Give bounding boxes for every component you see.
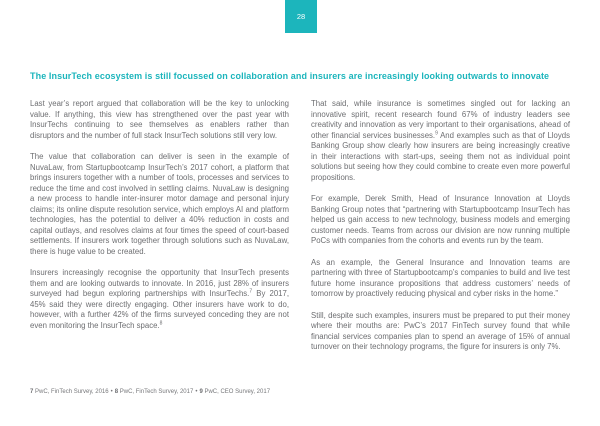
left-column	[30, 99, 289, 364]
footnote-ref-7: 7	[249, 288, 253, 295]
paragraph: The value that collaboration can deliver is seen in the example of NuvaLaw, from Startupbootcamp InsurTech’s 2017 cohort, a platform that brings insurers together with a number of tools, processes and services to reduce the time and cost involved in settling claims. NuvaLaw is designing a new process to handle inter-insurer motor damage and personal injury claims; its online dispute resolution service, which employs AI and platform technologies, has the potential to deliver a 40% reduction in costs and capital outlays, and resolves claims at four times the speed of court-based settlements. If insurers work together through solutions such as NuvaLaw, there is huge value to be created.	[30, 152, 289, 256]
right-column	[311, 99, 570, 364]
paragraph-text: By 2017, 45% said they were directly engaging. Other insurers have work to do, however, with a further 42% of the firms surveyed conceding they are not even monitoring the InsurTech space.	[30, 289, 289, 330]
footnote-separator: •	[195, 389, 198, 395]
paragraph	[311, 99, 570, 183]
footnote-number: 8	[114, 389, 119, 395]
footnote-text: PwC, CEO Survey, 2017	[204, 389, 271, 395]
footnote-number: 9	[199, 389, 203, 395]
paragraph: For example, Derek Smith, Head of Insurance Innovation at Lloyds Banking Group notes that “partnering with Startupbootcamp InsurTech has helped us gain access to new technology, business models and emerging customer needs. Teams from across our division are now running multiple PoCs with companies from the cohorts and events run by the team.	[311, 194, 570, 245]
page-number-box	[285, 0, 317, 33]
footnote-separator: •	[110, 389, 113, 395]
section-heading: The InsurTech ecosystem is still focussed on collaboration and insurers are increasingly looking outwards to innovate	[30, 71, 550, 81]
paragraph-text: Insurers increasingly recognise the opportunity that InsurTech presents them and are looking outwards to innovate. In 2016, just 28% of insurers surveyed had begun exploring partnerships with InsurTechs.	[30, 268, 289, 298]
paragraph: Last year’s report argued that collaboration will be the key to unlocking value. If anything, this view has strengthened over the past year with InsurTechs continuing to see themselves as enablers rather than disruptors and the number of full stack InsurTech solutions still very low.	[30, 99, 289, 140]
footnote-text: PwC, FinTech Survey, 2017	[119, 389, 194, 395]
paragraph: As an example, the General Insurance and Innovation teams are partnering with three of Startupbootcamp’s companies to build and live test future home insurance propositions that address customers’ needs of tomorrow by proactively reducing physical and cyber risks in the home.”	[311, 257, 570, 298]
footnote	[30, 388, 570, 396]
paragraph	[30, 268, 289, 331]
footnote-number: 7	[30, 389, 34, 395]
page-number: 28	[296, 12, 306, 21]
footnote-ref-8: 8	[159, 319, 163, 326]
footnote-ref-9: 9	[435, 129, 438, 136]
body-columns	[30, 99, 570, 364]
paragraph-text: And examples such as that of Lloyds Banking Group show clearly how insurers are being increasingly creative in their interactions with start-ups, seeing them not as individual point solutions but seeing how they could combine to create even more powerful propositions.	[311, 130, 570, 182]
paragraph: Still, despite such examples, insurers must be prepared to put their money where their mouths are: PwC’s 2017 FinTech survey found that while financial services companies plan to spend an average of 15% of annual turnover on their technology programs, the figure for insurers is only 7%.	[311, 310, 570, 351]
footnote-text: PwC, FinTech Survey, 2016	[35, 389, 109, 395]
paragraph-text: That said, while insurance is sometimes singled out for lacking an innovative spirit, recent research found 67% of industry leaders see creativity and innovation as very important to their organisations, ahead of other financial services businesses.	[311, 99, 570, 140]
